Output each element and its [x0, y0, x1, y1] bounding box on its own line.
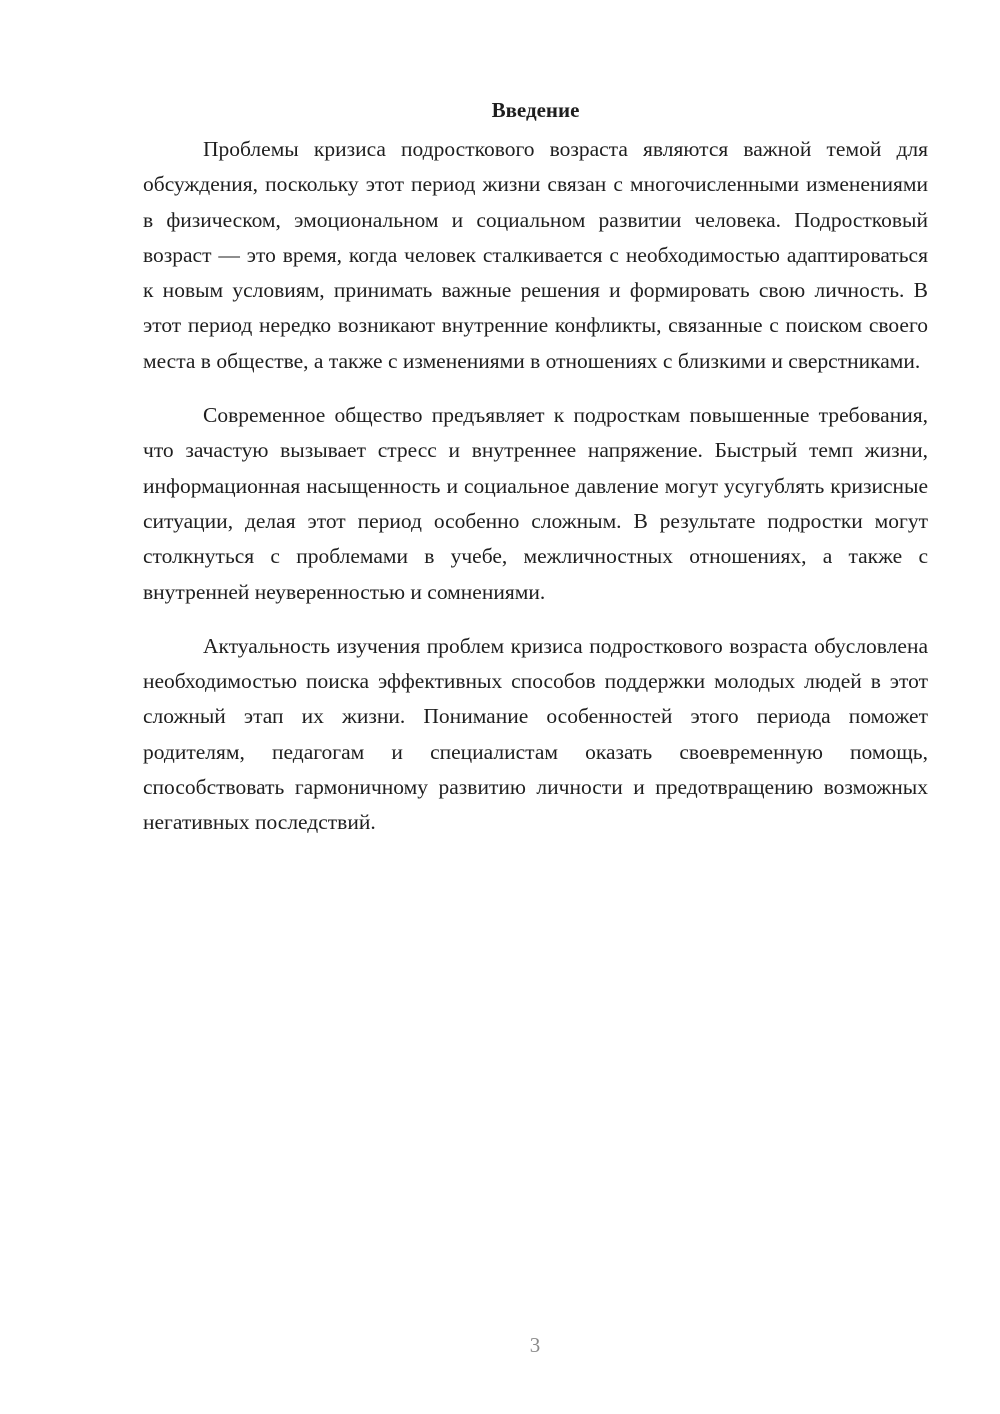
paragraph-2: Современное общество предъявляет к подросткам повышенные требования, что зачастую вызывает стресс и внутреннее напряжение. Быстрый темп жизни, информационная насыщенность и социальное давление могут усугублять кризисные ситуации, делая этот период особенно сложным. В результате подростки могут столкнуться с проблемами в учебе, межличностных отношениях, а также с внутренней неуверенностью и сомнениями.	[143, 403, 928, 604]
paragraph-1: Проблемы кризиса подросткового возраста являются важной темой для обсуждения, поскольку этот период жизни связан с многочисленными изменениями в физическом, эмоциональном и социальном развитии человека. Подростковый возраст — это время, когда человек сталкивается с необходимостью адаптироваться к новым условиям, принимать важные решения и формировать свою личность. В этот период нередко возникают внутренние конфликты, связанные с поиском своего места в обществе, а также с изменениями в отношениях с близкими и сверстниками.	[143, 137, 928, 373]
paragraph-3: Актуальность изучения проблем кризиса подросткового возраста обусловлена необходимостью поиска эффективных способов поддержки молодых людей в этот сложный этап их жизни. Понимание особенностей этого периода поможет родителям, педагогам и специалистам оказать своевременную помощь, способствовать гармоничному развитию личности и предотвращению возможных негативных последствий.	[143, 633, 928, 835]
section-title: Введение	[491, 98, 580, 122]
page-number: 3	[529, 1333, 541, 1357]
page-content	[143, 92, 928, 860]
